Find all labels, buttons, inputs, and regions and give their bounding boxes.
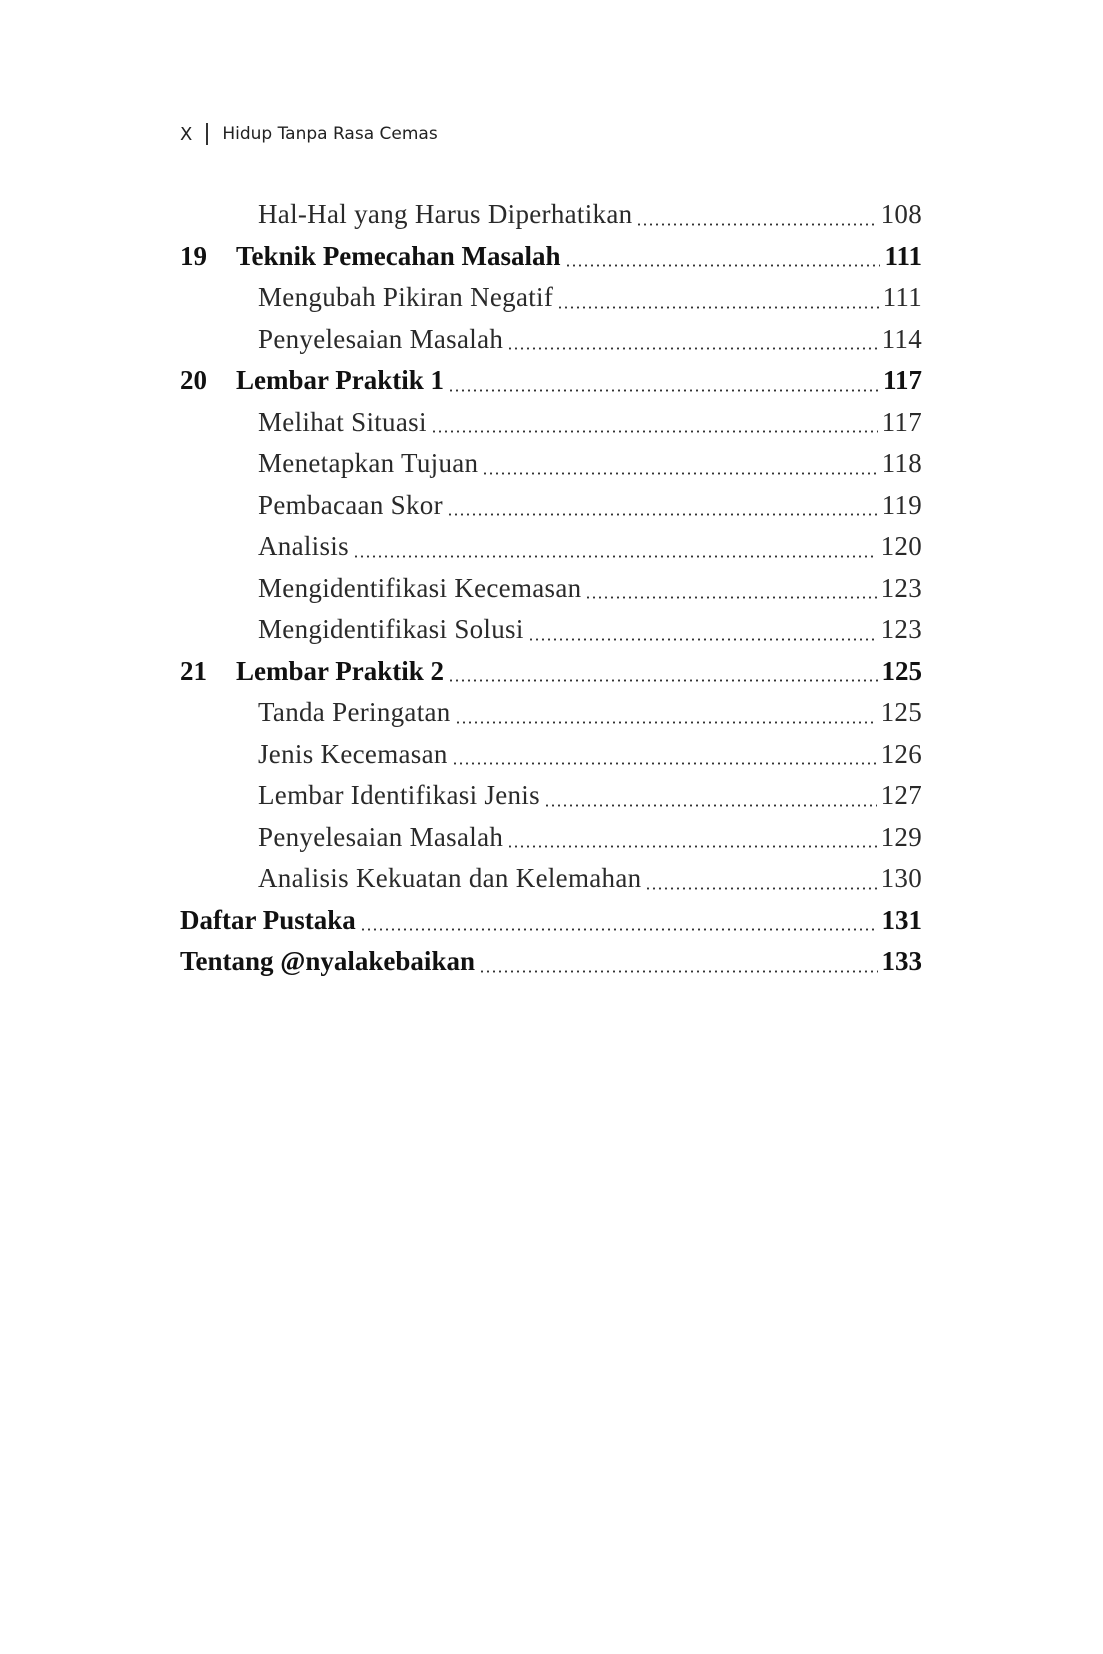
dot-leader [544, 804, 877, 807]
toc-page-number: 108 [880, 199, 922, 230]
dot-leader [479, 970, 878, 973]
toc-page-number: 114 [881, 323, 922, 354]
toc-page-number: 123 [880, 572, 922, 603]
toc-entry-title: Penyelesaian Masalah [258, 821, 504, 852]
dot-leader [645, 887, 876, 890]
toc-entry-title: Lembar Identifikasi Jenis [258, 780, 540, 811]
toc-section-row[interactable] [180, 194, 922, 236]
toc-entry-title: Jenis Kecemasan [258, 738, 448, 769]
toc-section-row[interactable] [180, 402, 922, 444]
dot-leader [452, 762, 877, 765]
dot-leader [447, 513, 878, 516]
toc-section-row[interactable] [180, 817, 922, 859]
toc-page-number: 126 [880, 738, 922, 769]
toc-chapter-row[interactable] [180, 900, 922, 942]
toc-entry-title: Mengidentifikasi Solusi [258, 614, 524, 645]
toc-page-number: 118 [881, 448, 922, 479]
dot-leader [507, 347, 877, 350]
toc-section-row[interactable] [180, 692, 922, 734]
page-folio: X [180, 123, 193, 145]
dot-leader [507, 845, 876, 848]
toc-page-number: 133 [881, 946, 922, 977]
toc-chapter-number: 19 [180, 240, 207, 271]
toc-page-number: 111 [884, 240, 922, 271]
dot-leader [636, 223, 876, 226]
toc-entry-title: Analisis Kekuatan dan Kelemahan [258, 863, 642, 894]
dot-leader [557, 306, 878, 309]
toc-page-number: 117 [882, 365, 922, 396]
dot-leader [448, 679, 878, 682]
dot-leader [360, 928, 878, 931]
running-head [180, 120, 438, 148]
toc-entry-title: Pembacaan Skor [258, 489, 443, 520]
toc-section-row[interactable] [180, 568, 922, 610]
toc-section-row[interactable] [180, 526, 922, 568]
toc-section-row[interactable] [180, 734, 922, 776]
toc-section-row[interactable] [180, 775, 922, 817]
toc-entry-title: Lembar Praktik 1 [236, 365, 444, 396]
toc-page-number: 111 [882, 282, 922, 313]
toc-entry-title: Teknik Pemecahan Masalah [236, 240, 561, 271]
toc-entry-title: Analisis [258, 531, 349, 562]
toc-page-number: 125 [881, 655, 922, 686]
toc-section-row[interactable] [180, 609, 922, 651]
toc-section-row[interactable] [180, 485, 922, 527]
toc-chapter-number: 20 [180, 365, 207, 396]
toc-page-number: 117 [881, 406, 922, 437]
dot-leader [528, 638, 877, 641]
toc-chapter-row[interactable] [180, 360, 922, 402]
toc-entry-title: Hal-Hal yang Harus Diperhatikan [258, 199, 633, 230]
toc-entry-title: Penyelesaian Masalah [258, 323, 504, 354]
toc-entry-title: Tentang @nyalakebaikan [180, 946, 475, 977]
running-head-divider [206, 123, 208, 145]
toc-page-number: 130 [880, 863, 922, 894]
toc-chapter-number: 21 [180, 655, 207, 686]
toc-entry-title: Daftar Pustaka [180, 904, 356, 935]
dot-leader [455, 721, 877, 724]
dot-leader [448, 389, 879, 392]
toc-chapter-row[interactable] [180, 651, 922, 693]
dot-leader [482, 472, 877, 475]
toc-page-number: 125 [880, 697, 922, 728]
toc-section-row[interactable] [180, 277, 922, 319]
toc-entry-title: Melihat Situasi [258, 406, 427, 437]
toc-chapter-row[interactable] [180, 941, 922, 983]
book-title: Hidup Tanpa Rasa Cemas [222, 124, 438, 144]
toc-page-number: 119 [881, 489, 922, 520]
toc-page-number: 120 [880, 531, 922, 562]
toc-section-row[interactable] [180, 443, 922, 485]
toc-page-number: 131 [881, 904, 922, 935]
dot-leader [585, 596, 876, 599]
toc-section-row[interactable] [180, 319, 922, 361]
toc-entry-title: Menetapkan Tujuan [258, 448, 479, 479]
toc-page-number: 123 [880, 614, 922, 645]
toc-entry-title: Lembar Praktik 2 [236, 655, 444, 686]
toc-entry-title: Tanda Peringatan [258, 697, 451, 728]
toc-section-row[interactable] [180, 858, 922, 900]
toc-page-number: 127 [880, 780, 922, 811]
dot-leader [353, 555, 877, 558]
toc-entry-title: Mengubah Pikiran Negatif [258, 282, 554, 313]
toc-entry-title: Mengidentifikasi Kecemasan [258, 572, 582, 603]
toc-page-number: 129 [880, 821, 922, 852]
table-of-contents [180, 194, 922, 983]
dot-leader [565, 264, 881, 267]
toc-chapter-row[interactable] [180, 236, 922, 278]
dot-leader [431, 430, 878, 433]
